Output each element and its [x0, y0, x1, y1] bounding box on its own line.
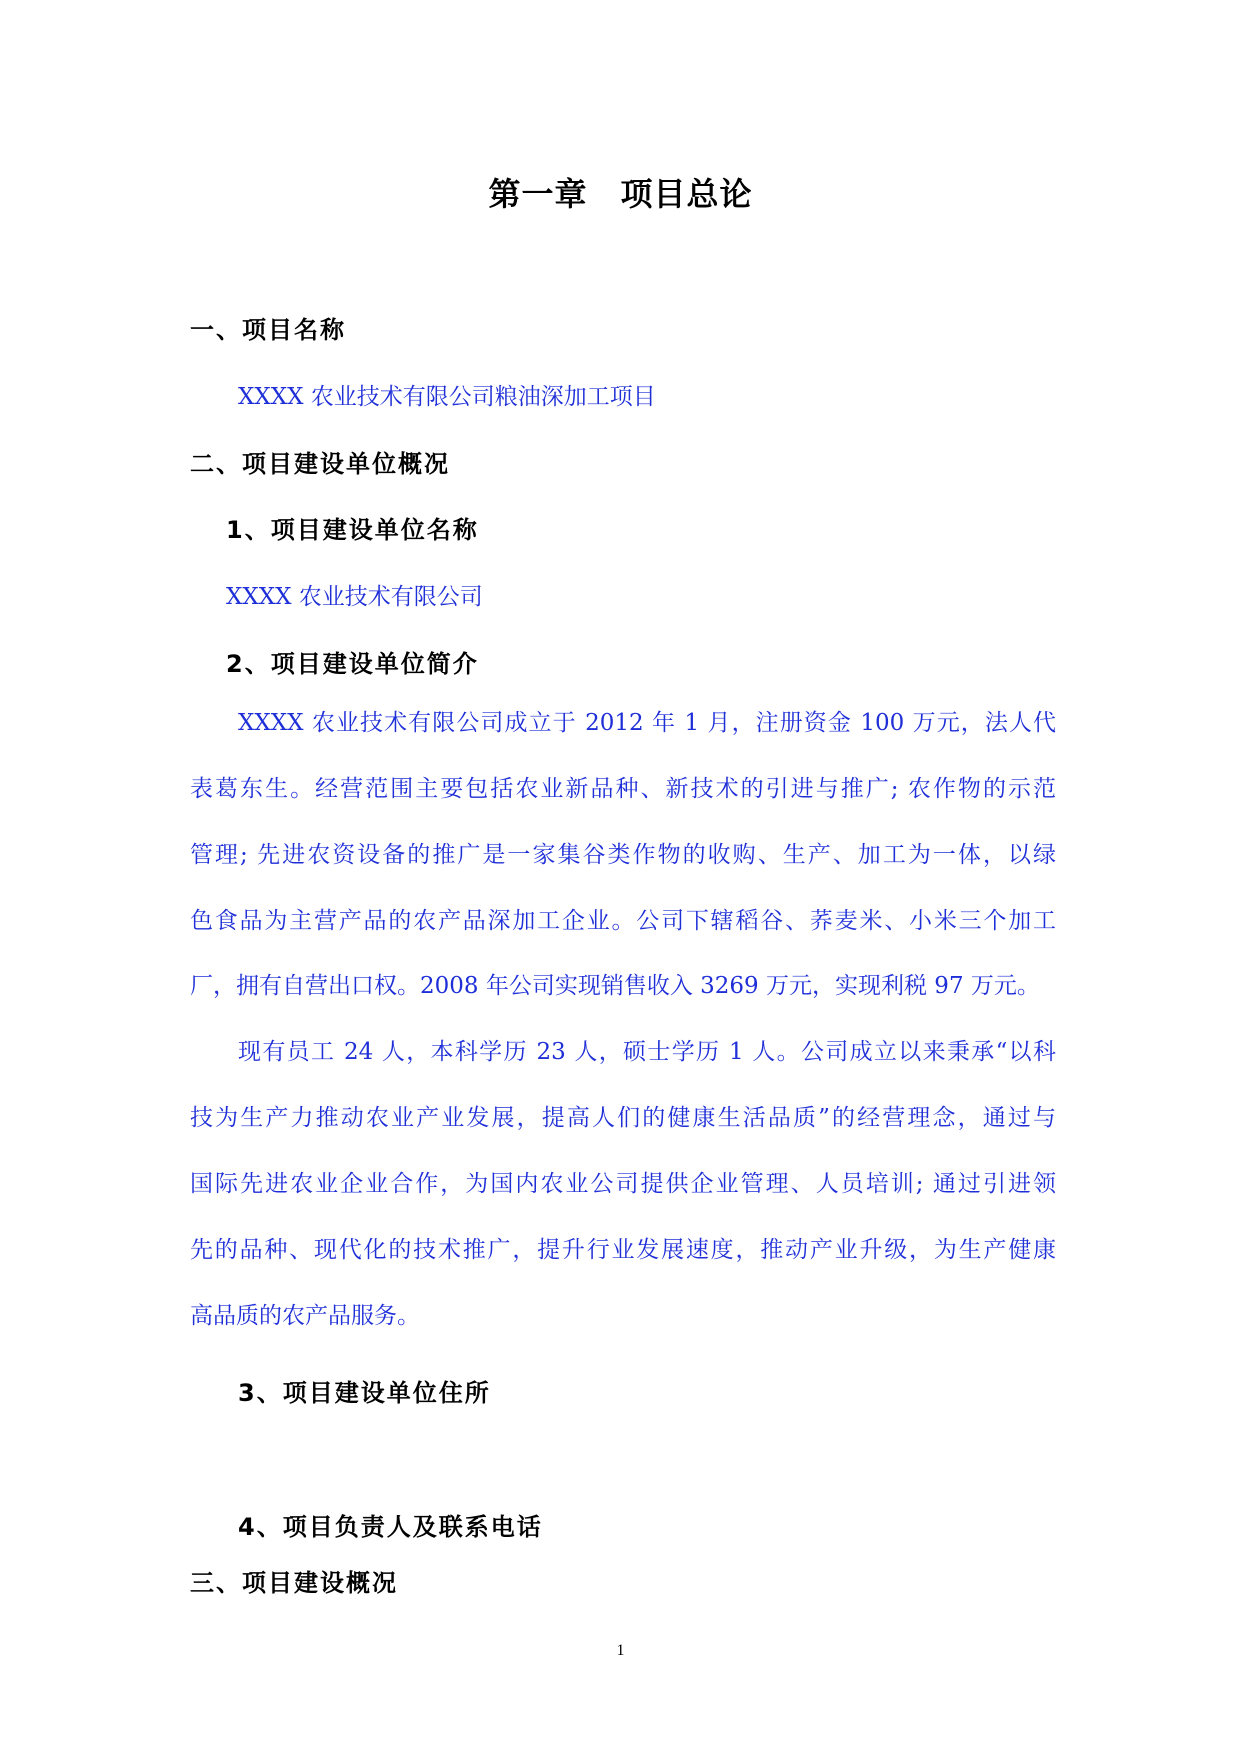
intro-para2-line: 国际先进农业企业合作，为国内农业公司提供企业管理、人员培训; 通过引进领 [190, 1171, 1056, 1197]
page-number: 1 [616, 1642, 625, 1659]
intro-para2-line: 先的品种、现代化的技术推广，提升行业发展速度，推动产业升级，为生产健康 [190, 1237, 1056, 1263]
intro-para1-line: 表葛东生。经营范围主要包括农业新品种、新技术的引进与推广; 农作物的示范 [190, 776, 1056, 802]
chapter-title: 第一章 项目总论 [488, 175, 753, 213]
subsection-heading-unit-name: 1、项目建设单位名称 [226, 516, 479, 544]
intro-para1-line: 管理; 先进农资设备的推广是一家集谷类作物的收购、生产、加工为一体，以绿 [190, 842, 1056, 868]
intro-para2-line: 现有员工 24 人，本科学历 23 人，硕士学历 1 人。公司成立以来秉承“以科 [238, 1039, 1056, 1065]
intro-para2-line: 高品质的农产品服务。 [190, 1303, 420, 1329]
subsection-heading-unit-address: 3、项目建设单位住所 [238, 1379, 491, 1407]
section-heading-project-name: 一、项目名称 [190, 316, 346, 344]
intro-para1-line: 厂，拥有自营出口权。2008 年公司实现销售收入 3269 万元，实现利税 97 万元。 [190, 973, 1040, 999]
section-heading-unit-overview: 二、项目建设单位概况 [190, 450, 450, 478]
intro-para1-line: 色食品为主营产品的农产品深加工企业。公司下辖稻谷、荞麦米、小米三个加工 [190, 908, 1056, 934]
intro-para1-line: XXXX 农业技术有限公司成立于 2012 年 1 月，注册资金 100 万元，法人代 [238, 710, 1056, 736]
section-heading-construction-overview: 三、项目建设概况 [190, 1569, 398, 1597]
unit-name-text: XXXX 农业技术有限公司 [226, 584, 483, 610]
subsection-heading-contact: 4、项目负责人及联系电话 [238, 1513, 543, 1541]
intro-para2-line: 技为生产力推动农业产业发展，提高人们的健康生活品质”的经营理念，通过与 [190, 1105, 1056, 1131]
subsection-heading-unit-intro: 2、项目建设单位简介 [226, 650, 479, 678]
project-name-text: XXXX 农业技术有限公司粮油深加工项目 [238, 384, 656, 410]
